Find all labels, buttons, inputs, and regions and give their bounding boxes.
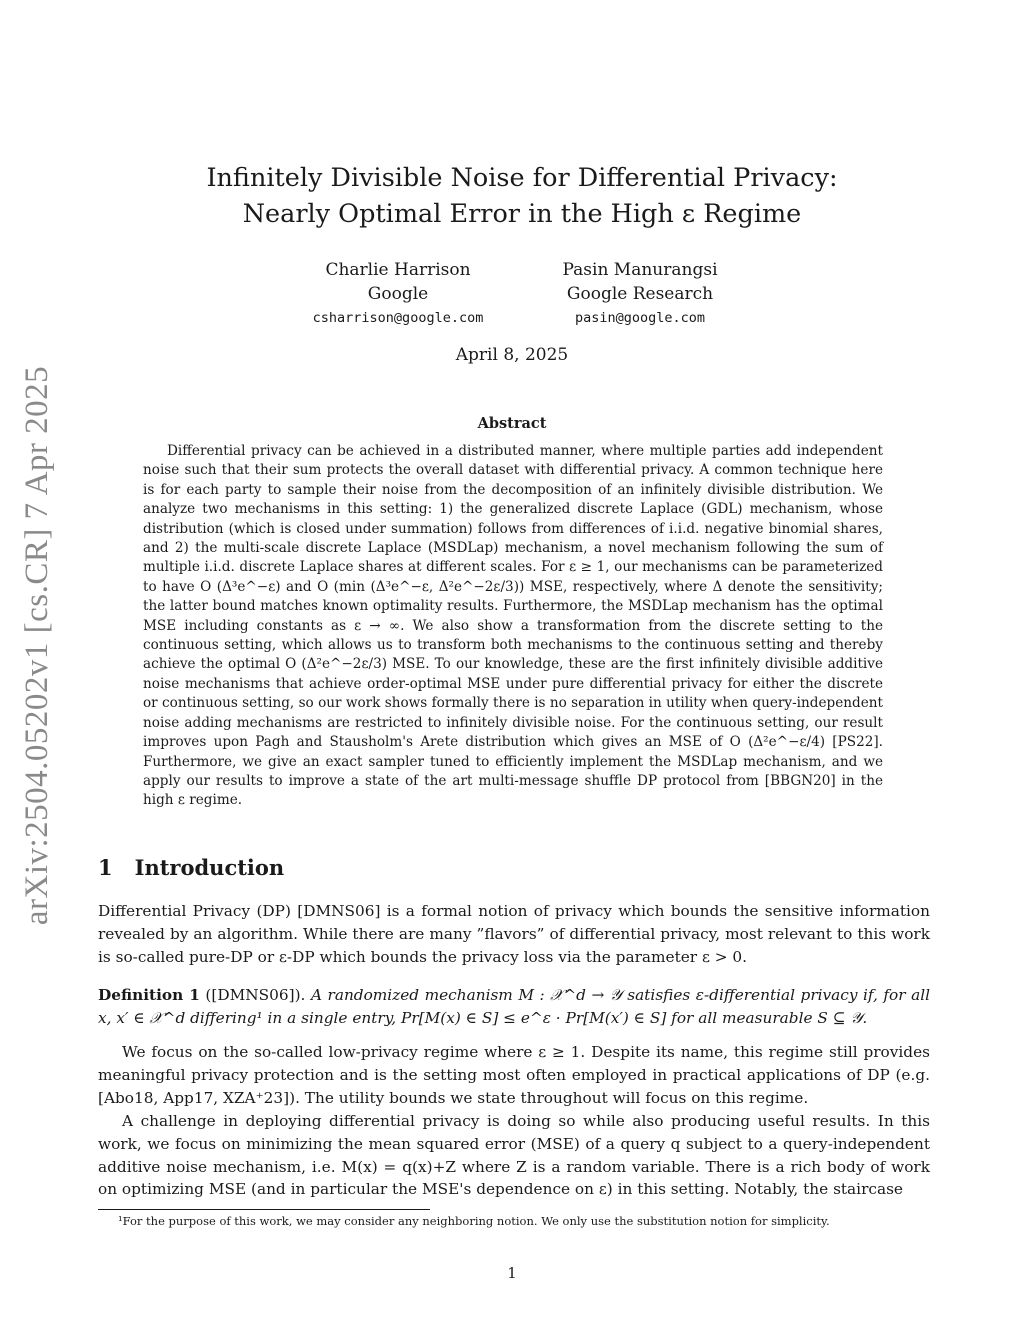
intro-paragraph-1: Differential Privacy (DP) [DMNS06] is a formal notion of privacy which bounds the sensitive information revealed by an algorithm. While there are many ”flavors” of differential privacy, most relevant to this work is so-called pure-DP or ε-DP which bounds the privacy loss via the parameter ε > 0.	[98, 902, 930, 966]
definition-label: Definition 1	[98, 986, 200, 1004]
title-line-1: Infinitely Divisible Noise for Differential Privacy:	[206, 163, 838, 193]
abstract-body: Differential privacy can be achieved in a distributed manner, where multiple parties add independent noise such that their sum protects the overall dataset with differential privacy. A common technique here is for each party to sample their noise from the decomposition of an infinitely divisible distribution. We analyze two mechanisms in this setting: 1) the generalized discrete Laplace (GDL) mechanism, whose distribution (which is closed under summation) follows from differences of i.i.d. negative binomial shares, and 2) the multi-scale discrete Laplace (MSDLap) mechanism, a novel mechanism following the sum of multiple i.i.d. discrete Laplace shares at different scales. For ε ≥ 1, our mechanisms can be parameterized to have O (Δ³e^−ε) and O (min (Δ³e^−ε, Δ²e^−2ε/3)) MSE, respectively, where Δ denote the sensitivity; the latter bound matches known optimality results. Furthermore, the MSDLap mechanism has the optimal MSE including constants as ε → ∞. We also show a transformation from the discrete setting to the continuous setting, which allows us to transform both mechanisms to the continuous setting and thereby achieve the optimal O (Δ²e^−2ε/3) MSE. To our knowledge, these are the first infinitely divisible additive noise mechanisms that achieve order-optimal MSE under pure differential privacy for either the discrete or continuous setting, so our work shows formally there is no separation in utility when query-independent noise adding mechanisms are restricted to infinitely divisible noise. For the continuous setting, our result improves upon Pagh and Stausholm's Arete distribution which gives an MSE of O (Δ²e^−ε/4) [PS22]. Furthermore, we give an exact sampler tuned to efficiently implement the MSDLap mechanism, and we apply our results to improve a state of the art multi-message shuffle DP protocol from [BBGN20] in the high ε regime.	[143, 443, 883, 809]
intro-paragraph-2: We focus on the so-called low-privacy regime where ε ≥ 1. Despite its name, this regime still provides meaningful privacy protection and is the setting most often employed in practical applications of DP (e.g. [Abo18, App17, XZA⁺23]). The utility bounds we state throughout will focus on this regime.	[98, 1043, 930, 1107]
author-2-name: Pasin Manurangsi	[562, 260, 718, 280]
author-1-name: Charlie Harrison	[325, 260, 471, 280]
section-title: Introduction	[134, 855, 285, 880]
author-2	[520, 258, 760, 330]
section-number: 1	[98, 855, 113, 880]
section-heading	[98, 855, 284, 880]
footnote: ¹For the purpose of this work, we may consider any neighboring notion. We only use the substitution notion for simplicity.	[118, 1214, 830, 1228]
page-number: 1	[507, 1264, 517, 1282]
intro-paragraph-3: A challenge in deploying differential privacy is doing so while also producing useful results. In this work, we focus on minimizing the mean squared error (MSE) of a query q subject to a query-independent additive noise mechanism, i.e. M(x) = q(x)+Z where Z is a random variable. There is a rich body of work on optimizing MSE (and in particular the MSE's dependence on ε) in this setting. Notably, the staircase	[98, 1112, 930, 1199]
title-line-2: Nearly Optimal Error in the High ε Regime	[242, 199, 802, 229]
author-1	[278, 258, 518, 330]
author-2-email[interactable]: pasin@google.com	[574, 310, 706, 326]
author-1-email[interactable]: csharrison@google.com	[312, 310, 484, 326]
definition-text: A randomized mechanism M : 𝒳^d → 𝒴 satisfies ε-differential privacy if, for all x, x′ ∈ 𝒳^d differing¹ in a single entry, Pr[M(x) ∈ S] ≤ e^ε · Pr[M(x′) ∈ S] for all measurable S ⊆ 𝒴.	[98, 986, 931, 1027]
arxiv-identifier-text: arXiv:2504.05202v1 [cs.CR] 7 Apr 2025	[19, 365, 56, 925]
definition-block	[98, 984, 930, 1030]
arxiv-identifier	[8, 365, 68, 925]
publication-date: April 8, 2025	[455, 345, 569, 365]
definition-citation[interactable]: ([DMNS06]).	[205, 986, 306, 1004]
footnote-rule	[98, 1209, 430, 1210]
author-1-affiliation: Google	[367, 284, 429, 304]
paper-title	[120, 160, 924, 232]
author-2-affiliation: Google Research	[566, 284, 714, 304]
abstract-heading: Abstract	[477, 415, 547, 432]
